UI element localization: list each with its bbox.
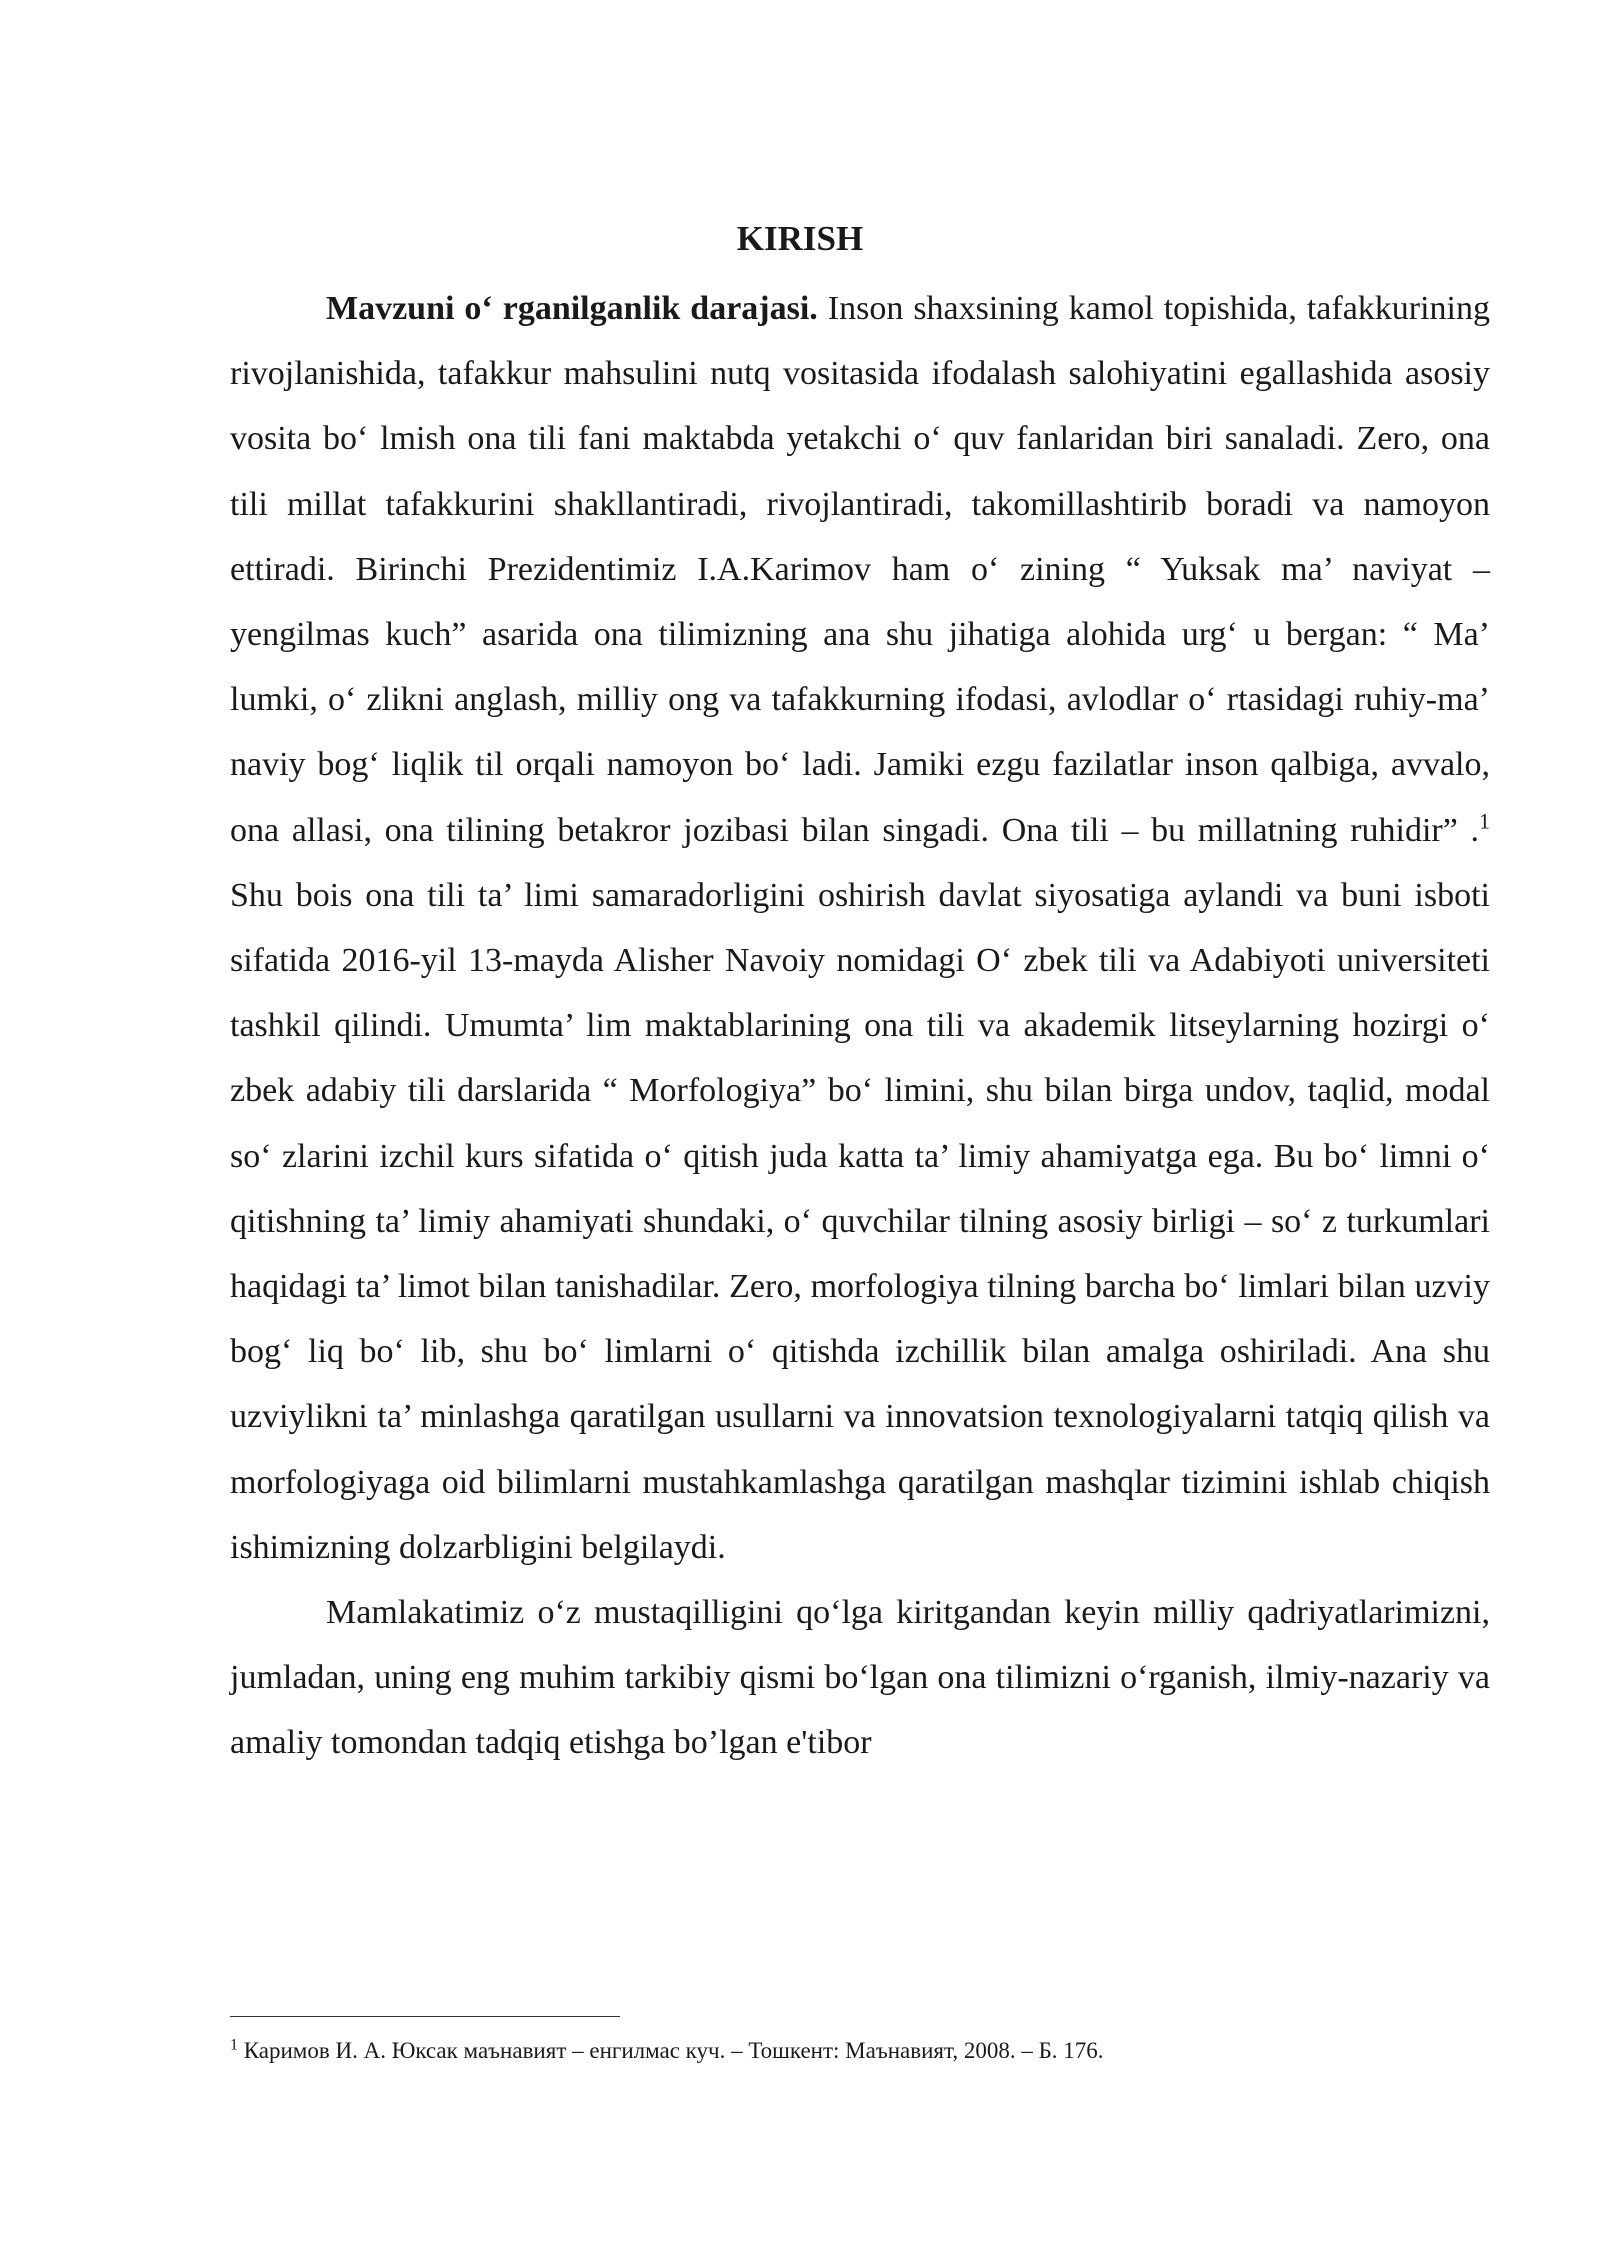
footnote-text: Каримов И. А. Юксак маънавият – енгилмас куч. – Тошкент: Маънавият, 2008. – Б. 176. [238,2038,1104,2063]
footnote-reference: 1 [1479,808,1490,834]
section-heading: KIRISH [736,219,864,258]
paragraph-1-text: Inson shaxsining kamol topishida, tafakkurining rivojlanishida, tafakkur mahsulini nutq vositasida ifodalash salohiyatini egallashida asosiy vosita bo‘ lmish ona tili fani maktabda yetakchi o‘ quv fanlaridan biri sanaladi. Zero, ona tili millat tafakkurini shakllantiradi, rivojlantiradi, takomillashtirib boradi va namoyon ettiradi. Birinchi Prezidentimiz I.A.Karimov ham o‘ zining “ Yuksak ma’ naviyat – yengilmas kuch” asarida ona tilimizning ana shu jihatiga alohida urg‘ u bergan: “ Ma’ lumki, o‘ zlikni anglash, milliy ong va tafakkurning ifodasi, avlodlar o‘ rtasidagi ruhiy-ma’ naviy bog‘ liqlik til orqali namoyon bo‘ ladi. Jamiki ezgu fazilatlar inson qalbiga, avvalo, ona allasi, ona tilining betakror jozibasi bilan singadi. Ona tili – bu millatning ruhidir” . [230,290,1491,849]
footnote-separator [230,2016,620,2017]
paragraph-1-continuation: Shu bois ona tili ta’ limi samaradorligini oshirish davlat siyosatiga aylandi va buni isboti sifatida 2016-yil 13-mayda Alisher Navoiy nomidagi O‘ zbek tili va Adabiyoti universiteti tashkil qilindi. Umumta’ lim maktablarining ona tili va akademik litseylarning hozirgi o‘ zbek adabiy tili darslarida “ Morfologiya” bo‘ limini, shu bilan birga undov, taqlid, modal so‘ zlarini izchil kurs sifatida o‘ qitish juda katta ta’ limiy ahamiyatga ega. Bu bo‘ limni o‘ qitishning ta’ limiy ahamiyati shundaki, o‘ quvchilar tilning asosiy birligi – so‘ z turkumlari haqidagi ta’ limot bilan tanishadilar. Zero, morfologiya tilning barcha bo‘ limlari bilan uzviy bog‘ liq bo‘ lib, shu bo‘ limlarni o‘ qitishda izchillik bilan amalga oshiriladi. Ana shu uzviylikni ta’ minlashga qaratilgan usullarni va innovatsion texnologiyalarni tatqiq qilish va morfologiyaga oid bilimlarni mustahkamlashga qaratilgan mashqlar tizimini ishlab chiqish ishimizning dolzarbligini belgilaydi. [230,876,1490,1566]
footnote [230,2034,1490,2068]
paragraph-lead: Mavzuni o‘ rganilganlik darajasi. [326,290,818,327]
body-text [230,276,1490,1776]
paragraph-2: Mamlakatimiz o‘z mustaqilligini qo‘lga kiritgandan keyin milliy qadriyatlarimizni, jumladan, uning eng muhim tarkibiy qismi bo‘lgan ona tilimizni o‘rganish, ilmiy-nazariy va amaliy tomondan tadqiq etishga bo’lgan e'tibor [230,1594,1490,1762]
footnote-number: 1 [230,2036,238,2054]
paragraph-1 [230,276,1490,1580]
